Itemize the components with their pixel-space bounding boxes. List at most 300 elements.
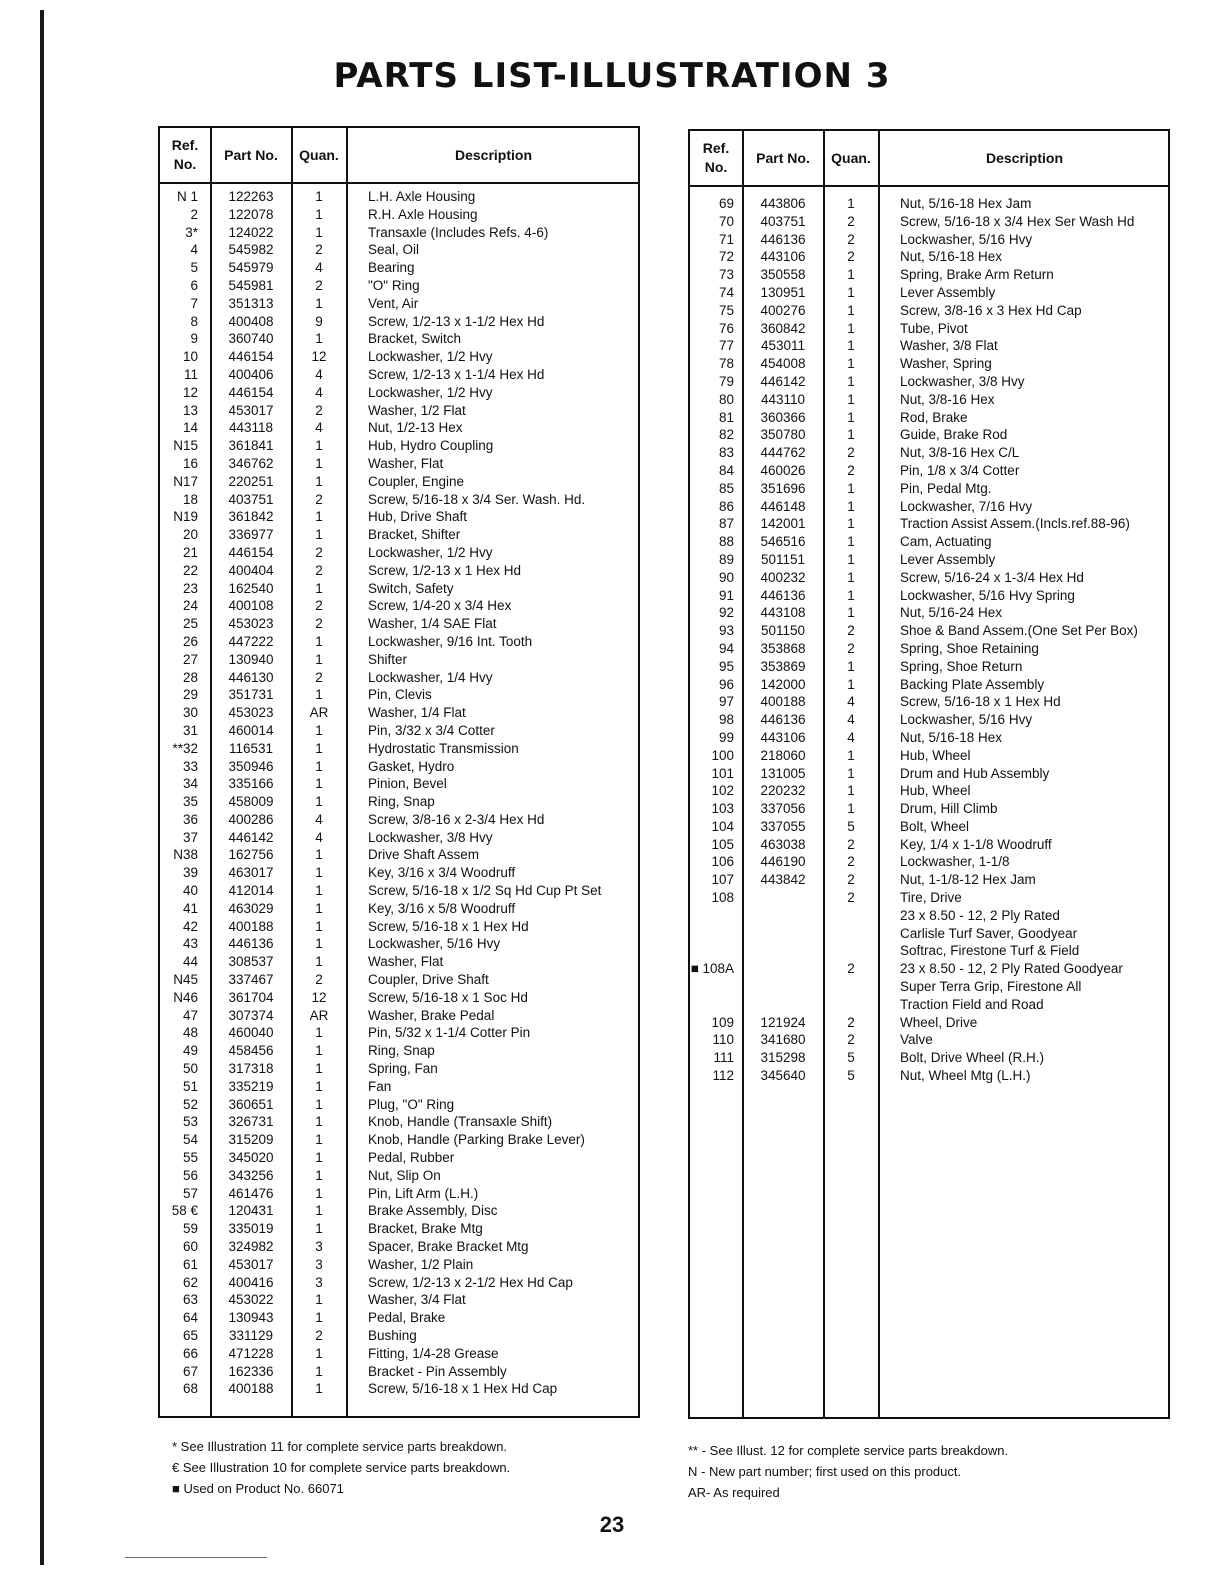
ref-cell: 107 bbox=[711, 872, 734, 888]
table-row bbox=[160, 989, 638, 1007]
ref-cell: 50 bbox=[182, 1061, 198, 1077]
quantity-cell: 1 bbox=[847, 765, 855, 781]
ref-cell: 27 bbox=[182, 651, 198, 667]
ref-cell: 31 bbox=[182, 722, 198, 738]
part-number-cell: 308537 bbox=[228, 954, 274, 970]
ref-cell: 14 bbox=[182, 420, 198, 436]
part-number-cell: 116531 bbox=[228, 740, 274, 756]
quantity-cell: 4 bbox=[847, 729, 855, 745]
description-cell: Washer, Flat bbox=[368, 455, 444, 471]
table-row bbox=[690, 320, 1168, 338]
table-row bbox=[160, 669, 638, 687]
description-cell: Screw, 5/16-18 x 3/4 Hex Ser Wash Hd bbox=[900, 213, 1135, 229]
table-row bbox=[160, 295, 638, 313]
description-cell: Nut, 5/16-18 Hex Jam bbox=[900, 196, 1032, 211]
table-row bbox=[160, 1131, 638, 1149]
part-number-cell: 501151 bbox=[760, 551, 806, 567]
description-cell: Rod, Brake bbox=[900, 409, 968, 425]
quantity-cell: 1 bbox=[847, 551, 855, 567]
description-cell: Washer, 3/4 Flat bbox=[368, 1292, 466, 1308]
table-row bbox=[160, 633, 638, 651]
ref-cell: 18 bbox=[182, 491, 198, 507]
part-number-cell: 545982 bbox=[228, 242, 274, 258]
description-cell: Pin, Lift Arm (L.H.) bbox=[368, 1185, 479, 1201]
footnote: ** - See Illust. 12 for complete service parts breakdown. bbox=[688, 1443, 1009, 1458]
table-row bbox=[690, 711, 1168, 729]
table-header bbox=[160, 128, 638, 184]
description-cell: Screw, 1/2-13 x 1-1/2 Hex Hd bbox=[368, 313, 545, 329]
quantity-cell: 1 bbox=[315, 438, 323, 454]
description-cell: Washer, 1/2 Flat bbox=[368, 402, 466, 418]
description-cell: Pin, Pedal Mtg. bbox=[900, 480, 992, 496]
ref-cell: 93 bbox=[718, 623, 734, 639]
part-number-cell: 446148 bbox=[760, 498, 806, 514]
description-cell: Shoe & Band Assem.(One Set Per Box) bbox=[900, 623, 1138, 639]
ref-cell: 56 bbox=[182, 1167, 198, 1183]
table-row bbox=[690, 569, 1168, 587]
description-cell: Screw, 1/2-13 x 2-1/2 Hex Hd Cap bbox=[368, 1274, 573, 1290]
part-number-cell: 307374 bbox=[228, 1007, 274, 1023]
table-row bbox=[690, 676, 1168, 694]
ref-cell: 103 bbox=[711, 801, 734, 817]
description-cell: Plug, "O" Ring bbox=[368, 1096, 455, 1112]
quantity-cell: 1 bbox=[315, 722, 323, 738]
part-number-cell: 446142 bbox=[228, 829, 274, 845]
ref-cell: 33 bbox=[182, 758, 198, 774]
ref-cell: 16 bbox=[182, 455, 198, 471]
description-cell: Screw, 5/16-18 x 1 Soc Hd bbox=[368, 989, 528, 1005]
quantity-cell: 12 bbox=[311, 989, 327, 1005]
description-cell: Washer, Brake Pedal bbox=[368, 1007, 495, 1023]
ref-cell: 12 bbox=[182, 384, 198, 400]
description-cell: Knob, Handle (Parking Brake Lever) bbox=[368, 1132, 585, 1148]
part-number-cell: 335219 bbox=[228, 1078, 274, 1094]
quantity-cell: 1 bbox=[315, 1078, 323, 1094]
part-number-cell: 337055 bbox=[760, 818, 806, 834]
description-cell: Ring, Snap bbox=[368, 794, 435, 810]
ref-cell: 34 bbox=[182, 776, 198, 792]
ref-cell: 98 bbox=[718, 712, 734, 728]
table-row bbox=[160, 1345, 638, 1363]
description-cell: Tire, Drive bbox=[900, 890, 962, 906]
table-row bbox=[160, 366, 638, 384]
description-cell: Pedal, Brake bbox=[368, 1310, 446, 1326]
table-row bbox=[690, 836, 1168, 854]
description-cell: Nut, 1/2-13 Hex bbox=[368, 420, 463, 436]
part-number-cell: 412014 bbox=[228, 883, 274, 899]
quantity-cell: 1 bbox=[315, 189, 323, 204]
quantity-cell: 4 bbox=[315, 366, 323, 382]
table-row bbox=[160, 544, 638, 562]
quantity-cell: 2 bbox=[847, 213, 855, 229]
description-cell: Hub, Hydro Coupling bbox=[368, 438, 494, 454]
description-cell: Lockwasher, 3/8 Hvy bbox=[900, 373, 1025, 389]
quantity-cell: 9 bbox=[315, 313, 323, 329]
table-row bbox=[160, 562, 638, 580]
quantity-cell: 1 bbox=[847, 534, 855, 550]
part-number-cell: 446154 bbox=[228, 349, 274, 365]
description-cell: Screw, 1/2-13 x 1-1/4 Hex Hd bbox=[368, 366, 545, 382]
quantity-cell: 2 bbox=[315, 402, 323, 418]
ref-cell: 78 bbox=[718, 356, 734, 372]
ref-cell: 7 bbox=[190, 295, 198, 311]
part-number-cell: 326731 bbox=[228, 1114, 274, 1130]
part-number-cell: 400188 bbox=[760, 694, 806, 710]
quantity-cell: 1 bbox=[315, 1096, 323, 1112]
table-row bbox=[690, 515, 1168, 533]
table-row bbox=[690, 604, 1168, 622]
ref-cell: 95 bbox=[718, 658, 734, 674]
ref-cell: 42 bbox=[182, 918, 198, 934]
part-number-cell: 335019 bbox=[228, 1221, 274, 1237]
description-cell: Screw, 1/2-13 x 1 Hex Hd bbox=[368, 562, 522, 578]
table-row bbox=[160, 597, 638, 615]
part-number-cell: 220251 bbox=[228, 473, 274, 489]
quantity-cell: 2 bbox=[315, 242, 323, 258]
quantity-cell: 1 bbox=[315, 954, 323, 970]
table-header bbox=[690, 131, 1168, 187]
description-cell: Cam, Actuating bbox=[900, 534, 992, 550]
description-cell: Screw, 5/16-18 x 1 Hex Hd Cap bbox=[368, 1381, 558, 1397]
scan-edge bbox=[40, 10, 44, 1565]
description-cell: Spring, Shoe Return bbox=[900, 658, 1023, 674]
quantity-cell: 1 bbox=[847, 409, 855, 425]
quantity-cell: 1 bbox=[315, 1310, 323, 1326]
description-cell: Bushing bbox=[368, 1328, 417, 1343]
quantity-cell: 1 bbox=[315, 1025, 323, 1041]
ref-cell: N15 bbox=[173, 438, 198, 454]
table-row bbox=[160, 1185, 638, 1203]
table-row bbox=[160, 1380, 638, 1398]
quantity-cell: 2 bbox=[847, 623, 855, 639]
table-row bbox=[690, 266, 1168, 284]
quantity-cell: 2 bbox=[847, 961, 855, 977]
part-number-cell: 351696 bbox=[760, 480, 806, 496]
part-number-cell: 361841 bbox=[228, 438, 274, 454]
description-cell: Transaxle (Includes Refs. 4-6) bbox=[368, 224, 549, 240]
quantity-cell: 5 bbox=[847, 818, 855, 834]
description-cell: L.H. Axle Housing bbox=[368, 189, 476, 204]
part-number-cell: 315298 bbox=[760, 1050, 806, 1066]
quantity-cell: 1 bbox=[315, 651, 323, 667]
table-row bbox=[690, 391, 1168, 409]
quantity-cell: 2 bbox=[315, 544, 323, 560]
description-cell: Nut, 5/16-24 Hex bbox=[900, 605, 1003, 621]
part-number-cell: 400416 bbox=[228, 1274, 274, 1290]
description-cell: Bolt, Drive Wheel (R.H.) bbox=[900, 1050, 1045, 1066]
part-number-cell: 463017 bbox=[228, 865, 274, 881]
description-cell: Super Terra Grip, Firestone All bbox=[900, 979, 1082, 995]
quantity-cell: 1 bbox=[847, 196, 855, 211]
description-cell: Traction Field and Road bbox=[900, 996, 1044, 1012]
table-row bbox=[160, 1096, 638, 1114]
quantity-cell: 1 bbox=[315, 580, 323, 596]
part-number-cell: 446136 bbox=[228, 936, 274, 952]
ref-cell: 52 bbox=[182, 1096, 198, 1112]
ref-cell: 106 bbox=[711, 854, 734, 870]
quantity-cell: 2 bbox=[847, 640, 855, 656]
quantity-cell: 4 bbox=[847, 712, 855, 728]
quantity-cell: 1 bbox=[847, 605, 855, 621]
description-cell: Key, 1/4 x 1-1/8 Woodruff bbox=[900, 836, 1052, 852]
part-number-cell: 337056 bbox=[760, 801, 806, 817]
description-cell: Lockwasher, 1/2 Hvy bbox=[368, 384, 493, 400]
part-number-cell: 345020 bbox=[228, 1150, 274, 1166]
ref-cell: 105 bbox=[711, 836, 734, 852]
table-row bbox=[690, 1031, 1168, 1049]
description-cell: Lockwasher, 5/16 Hvy Spring bbox=[900, 587, 1075, 603]
part-number-cell: 446130 bbox=[228, 669, 274, 685]
quantity-cell: 1 bbox=[315, 1381, 323, 1397]
part-number-cell: 453017 bbox=[228, 402, 274, 418]
part-number-cell: 162336 bbox=[228, 1363, 274, 1379]
description-cell: Hub, Drive Shaft bbox=[368, 509, 468, 525]
part-number-cell: 400188 bbox=[228, 1381, 274, 1397]
part-number-cell: 443118 bbox=[228, 420, 274, 436]
quantity-cell: 1 bbox=[847, 302, 855, 318]
quantity-cell: 5 bbox=[847, 1068, 855, 1084]
table-row bbox=[160, 348, 638, 366]
quantity-cell: 1 bbox=[847, 747, 855, 763]
description-cell: Nut, Slip On bbox=[368, 1167, 441, 1183]
part-number-cell: 400286 bbox=[228, 811, 274, 827]
table-row bbox=[160, 1327, 638, 1345]
quantity-cell: 1 bbox=[315, 883, 323, 899]
part-number-cell: 446154 bbox=[228, 384, 274, 400]
quantity-cell: 1 bbox=[315, 224, 323, 240]
part-number-cell: 460014 bbox=[228, 722, 274, 738]
description-cell: Spring, Fan bbox=[368, 1061, 438, 1077]
table-row bbox=[160, 526, 638, 544]
table-row bbox=[160, 953, 638, 971]
table-row bbox=[690, 231, 1168, 249]
part-number-cell: 461476 bbox=[228, 1185, 274, 1201]
ref-cell: N45 bbox=[173, 972, 198, 988]
quantity-cell: 3 bbox=[315, 1239, 323, 1255]
table-row bbox=[160, 793, 638, 811]
description-cell: Drum, Hill Climb bbox=[900, 801, 998, 817]
description-cell: Switch, Safety bbox=[368, 580, 454, 596]
ref-cell: 37 bbox=[182, 829, 198, 845]
table-row bbox=[160, 758, 638, 776]
part-number-cell: 454008 bbox=[760, 356, 806, 372]
table-row bbox=[160, 206, 638, 224]
part-number-cell: 453022 bbox=[228, 1292, 274, 1308]
ref-cell: 57 bbox=[182, 1185, 198, 1201]
table-row bbox=[160, 402, 638, 420]
quantity-cell: 1 bbox=[847, 480, 855, 496]
table-row bbox=[690, 889, 1168, 907]
table-row bbox=[160, 1256, 638, 1274]
ref-cell: 5 bbox=[190, 260, 198, 276]
part-number-cell: 335166 bbox=[228, 776, 274, 792]
quantity-cell: 1 bbox=[315, 918, 323, 934]
ref-cell: 101 bbox=[711, 765, 734, 781]
ref-cell: 77 bbox=[718, 338, 734, 354]
ref-cell: 99 bbox=[718, 729, 734, 745]
header-ref: Ref. No. bbox=[171, 137, 199, 172]
ref-cell: 97 bbox=[718, 694, 734, 710]
part-number-cell: 353868 bbox=[760, 640, 806, 656]
ref-cell: 9 bbox=[190, 331, 198, 347]
table-row bbox=[690, 1067, 1168, 1085]
ref-cell: 79 bbox=[718, 373, 734, 389]
quantity-cell: 2 bbox=[847, 445, 855, 461]
description-cell: Lever Assembly bbox=[900, 284, 996, 300]
description-cell: Washer, 3/8 Flat bbox=[900, 338, 998, 354]
part-number-cell: 443806 bbox=[760, 196, 806, 211]
part-number-cell: 130940 bbox=[228, 651, 274, 667]
description-cell: Lockwasher, 1/2 Hvy bbox=[368, 349, 493, 365]
description-cell: Pin, 3/32 x 3/4 Cotter bbox=[368, 722, 495, 738]
parts-table-right bbox=[688, 129, 1170, 1419]
ref-cell: 85 bbox=[718, 480, 734, 496]
part-number-cell: 463029 bbox=[228, 900, 274, 916]
ref-cell: 86 bbox=[718, 498, 734, 514]
table-row bbox=[690, 426, 1168, 444]
table-row bbox=[690, 925, 1168, 943]
part-number-cell: 443842 bbox=[760, 872, 806, 888]
part-number-cell: 350946 bbox=[228, 758, 274, 774]
ref-cell: 74 bbox=[718, 284, 734, 300]
table-row bbox=[160, 491, 638, 509]
ref-cell: 48 bbox=[182, 1025, 198, 1041]
part-number-cell: 337467 bbox=[228, 972, 274, 988]
table-row bbox=[160, 829, 638, 847]
part-number-cell: 131005 bbox=[760, 765, 806, 781]
table-row bbox=[160, 1024, 638, 1042]
part-number-cell: 403751 bbox=[228, 491, 274, 507]
table-row bbox=[690, 587, 1168, 605]
part-number-cell: 400408 bbox=[228, 313, 274, 329]
ref-cell: N38 bbox=[173, 847, 198, 863]
description-cell: Nut, Wheel Mtg (L.H.) bbox=[900, 1068, 1031, 1084]
part-number-cell: 458009 bbox=[228, 794, 274, 810]
quantity-cell: 1 bbox=[847, 801, 855, 817]
part-number-cell: 447222 bbox=[228, 633, 274, 649]
part-number-cell: 463038 bbox=[760, 836, 806, 852]
footnote: € See Illustration 10 for complete service parts breakdown. bbox=[172, 1460, 511, 1475]
part-number-cell: 443110 bbox=[760, 391, 806, 407]
description-cell: Lockwasher, 5/16 Hvy bbox=[900, 231, 1033, 247]
table-row bbox=[160, 935, 638, 953]
footnotes-right bbox=[688, 1440, 1008, 1503]
part-number-cell: 341680 bbox=[760, 1032, 806, 1048]
part-number-cell: 162756 bbox=[228, 847, 274, 863]
part-number-cell: 336977 bbox=[228, 527, 274, 543]
quantity-cell: 1 bbox=[847, 427, 855, 443]
description-cell: Vent, Air bbox=[368, 295, 419, 311]
table-row bbox=[160, 330, 638, 348]
quantity-cell: 1 bbox=[847, 267, 855, 283]
underline-mark bbox=[125, 1557, 267, 1558]
ref-cell: 53 bbox=[182, 1114, 198, 1130]
part-number-cell: 120431 bbox=[228, 1203, 274, 1219]
table-row bbox=[690, 907, 1168, 925]
part-number-cell: 446136 bbox=[760, 231, 806, 247]
description-cell: Fitting, 1/4-28 Grease bbox=[368, 1345, 499, 1361]
part-number-cell: 446136 bbox=[760, 712, 806, 728]
quantity-cell: 1 bbox=[847, 338, 855, 354]
footnotes-left bbox=[172, 1436, 510, 1499]
table-row bbox=[690, 800, 1168, 818]
description-cell: Backing Plate Assembly bbox=[900, 676, 1045, 692]
ref-cell: N17 bbox=[173, 473, 198, 489]
ref-cell: 40 bbox=[182, 883, 198, 899]
ref-cell: 13 bbox=[182, 402, 198, 418]
table-row bbox=[160, 1238, 638, 1256]
ref-cell: 43 bbox=[182, 936, 198, 952]
part-number-cell: 460026 bbox=[760, 462, 806, 478]
table-row bbox=[160, 580, 638, 598]
description-cell: Washer, 1/4 Flat bbox=[368, 705, 466, 721]
part-number-cell: 460040 bbox=[228, 1025, 274, 1041]
quantity-cell: 4 bbox=[847, 694, 855, 710]
quantity-cell: 2 bbox=[847, 1014, 855, 1030]
ref-cell: 71 bbox=[718, 231, 734, 247]
part-number-cell: 446190 bbox=[760, 854, 806, 870]
table-row bbox=[160, 1363, 638, 1381]
quantity-cell: 1 bbox=[847, 356, 855, 372]
table-row bbox=[160, 1007, 638, 1025]
table-row bbox=[160, 455, 638, 473]
table-row bbox=[690, 960, 1168, 978]
quantity-cell: 4 bbox=[315, 420, 323, 436]
header-qty: Quan. bbox=[299, 146, 339, 163]
table-row bbox=[690, 462, 1168, 480]
quantity-cell: 1 bbox=[847, 284, 855, 300]
ref-cell: 110 bbox=[712, 1032, 734, 1048]
table-row bbox=[160, 508, 638, 526]
part-number-cell: 346762 bbox=[228, 455, 274, 471]
description-cell: Spring, Brake Arm Return bbox=[900, 267, 1054, 283]
quantity-cell: 2 bbox=[315, 562, 323, 578]
table-row bbox=[690, 942, 1168, 960]
quantity-cell: 2 bbox=[847, 231, 855, 247]
quantity-cell: 1 bbox=[315, 776, 323, 792]
part-number-cell: 361704 bbox=[228, 989, 274, 1005]
ref-cell: 61 bbox=[182, 1256, 198, 1272]
table-body-left bbox=[160, 188, 638, 1398]
table-row bbox=[690, 978, 1168, 996]
description-cell: Tube, Pivot bbox=[900, 320, 968, 336]
ref-cell: 30 bbox=[182, 705, 198, 721]
description-cell: Traction Assist Assem.(Incls.ref.88-96) bbox=[900, 516, 1130, 532]
table-row bbox=[160, 1309, 638, 1327]
part-number-cell: 220232 bbox=[760, 783, 806, 799]
ref-cell: 73 bbox=[718, 267, 734, 283]
ref-cell: 36 bbox=[182, 811, 198, 827]
table-row bbox=[160, 1220, 638, 1238]
table-row bbox=[160, 1202, 638, 1220]
part-number-cell: 121924 bbox=[760, 1014, 806, 1030]
quantity-cell: 1 bbox=[315, 900, 323, 916]
part-number-cell: 403751 bbox=[760, 213, 806, 229]
quantity-cell: 4 bbox=[315, 260, 323, 276]
ref-cell: 109 bbox=[711, 1014, 734, 1030]
part-number-cell: 317318 bbox=[228, 1061, 274, 1077]
quantity-cell: 1 bbox=[315, 1292, 323, 1308]
description-cell: Hub, Wheel bbox=[900, 747, 971, 763]
ref-cell: 58 € bbox=[171, 1203, 198, 1219]
description-cell: Screw, 5/16-18 x 1 Hex Hd bbox=[900, 694, 1061, 710]
ref-cell: 90 bbox=[718, 569, 734, 585]
ref-cell: 63 bbox=[182, 1292, 198, 1308]
quantity-cell: 2 bbox=[847, 890, 855, 906]
table-row bbox=[160, 651, 638, 669]
description-cell: Bearing bbox=[368, 260, 415, 276]
description-cell: Shifter bbox=[368, 651, 408, 667]
